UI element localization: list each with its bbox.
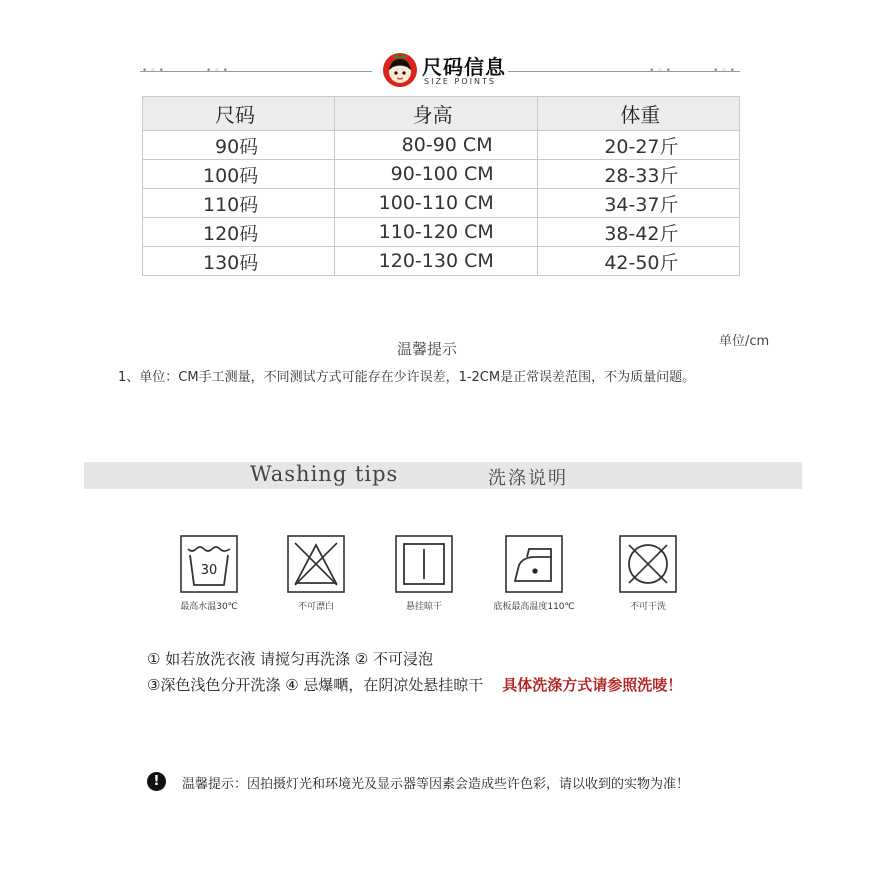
cell-weight: 42-50斤 (538, 247, 740, 276)
washing-band (84, 462, 802, 489)
cell-height: 120-130 CM (334, 247, 538, 276)
deco-dots: •◦• (713, 66, 738, 76)
cell-height: 100-110 CM (334, 189, 538, 218)
washing-title-zh: 洗涤说明 (488, 468, 568, 489)
girl-face-icon (382, 52, 418, 88)
header-divider-left (140, 71, 372, 72)
wash-30-icon (180, 535, 238, 593)
warning-icon: ! (147, 772, 166, 791)
care-icon-label: 悬挂晾干 (405, 602, 442, 612)
table-header-row (143, 97, 740, 131)
tips-text: 1、单位：CM手工测量，不同测试方式可能存在少许误差，1-2CM是正常误差范围，不为质量问题。 (118, 370, 696, 385)
unit-note: 单位/cm (719, 334, 770, 349)
care-icon-item (369, 535, 479, 612)
wash-instruction-text: ③深色浅色分开洗涤 ④ 忌爆嗮，在阴凉处悬挂晾干 (147, 676, 484, 694)
care-icon-item (154, 535, 264, 612)
table-row (143, 131, 740, 160)
care-icon-label: 不可干洗 (629, 602, 666, 612)
cell-size: 130码 (143, 247, 335, 276)
header-logo (382, 48, 510, 92)
size-header (140, 48, 740, 92)
cell-weight: 38-42斤 (538, 218, 740, 247)
header-weight: 体重 (538, 97, 740, 131)
wash-instruction-line: ① 如若放洗衣液 请搅匀再洗涤 ② 不可浸泡 (147, 650, 433, 668)
no-bleach-icon (287, 535, 345, 593)
tips-title: 温馨提示 (397, 340, 458, 358)
table-row (143, 160, 740, 189)
header-title: 尺码信息 (422, 55, 506, 79)
header-subtitle: SIZE POINTS (424, 77, 496, 86)
deco-dots: •◦• (649, 66, 674, 76)
svg-text:30: 30 (200, 563, 218, 578)
care-icon-item (261, 535, 371, 612)
deco-dots: •◦• (206, 66, 231, 76)
washing-title-en: Washing tips (250, 462, 399, 486)
cell-weight: 34-37斤 (538, 189, 740, 218)
warning-text: 温馨提示：因拍摄灯光和环境光及显示器等因素会造成些许色彩，请以收到的实物为准！ (182, 777, 690, 792)
table-row (143, 189, 740, 218)
care-icon-item (593, 535, 703, 612)
hang-dry-icon (395, 535, 453, 593)
care-icon-label: 不可漂白 (297, 602, 334, 612)
cell-size: 90码 (143, 131, 335, 160)
wash-instruction-highlight: 具体洗涤方式请参照洗唛！ (502, 676, 683, 694)
table-row (143, 218, 740, 247)
wash-instruction-line (147, 674, 682, 695)
cell-weight: 28-33斤 (538, 160, 740, 189)
cell-size: 100码 (143, 160, 335, 189)
header-size: 尺码 (143, 97, 335, 131)
care-icon-item (479, 535, 589, 612)
cell-height: 80-90 CM (334, 131, 538, 160)
size-table (142, 96, 740, 276)
header-divider-right (508, 71, 740, 72)
care-icon-label: 最高水温30℃ (180, 602, 238, 612)
deco-dots: •◦• (142, 66, 167, 76)
header-height: 身高 (334, 97, 538, 131)
cell-height: 110-120 CM (334, 218, 538, 247)
cell-size: 120码 (143, 218, 335, 247)
cell-height: 90-100 CM (334, 160, 538, 189)
cell-weight: 20-27斤 (538, 131, 740, 160)
table-row (143, 247, 740, 276)
no-dry-clean-icon (619, 535, 677, 593)
care-icon-label: 底板最高温度110℃ (493, 602, 575, 612)
cell-size: 110码 (143, 189, 335, 218)
iron-icon (505, 535, 563, 593)
